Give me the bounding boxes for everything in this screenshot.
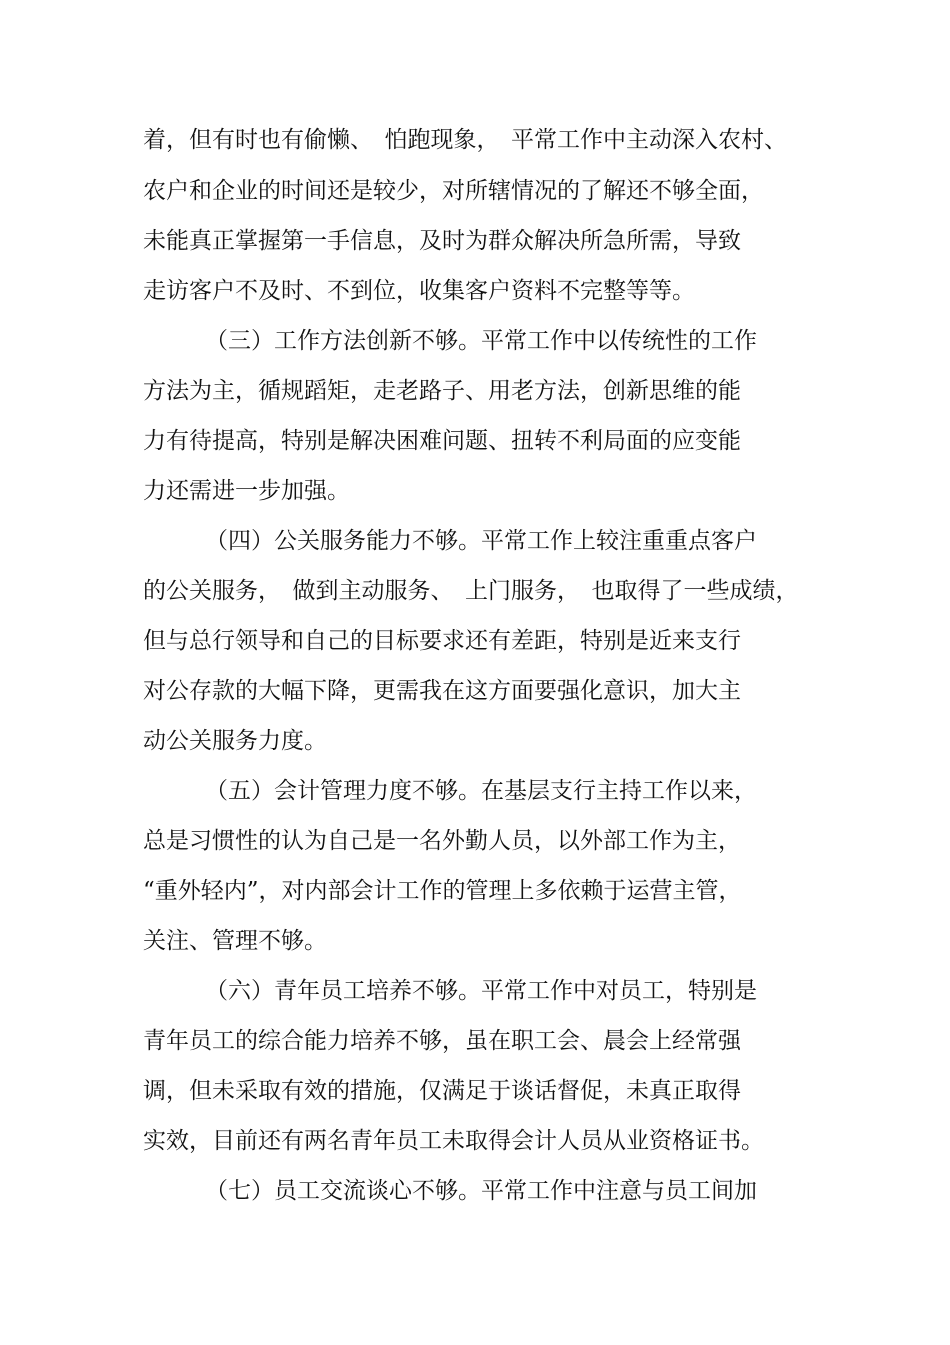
text-line: 力还需进一步加强。	[143, 478, 350, 504]
text-line: 青年员工的综合能力培养不够，虽在职工会、晨会上经常强	[143, 1028, 741, 1054]
text-line: 着，但有时也有偷懒、 怕跑现象， 平常工作中主动深入农村、	[143, 127, 787, 153]
text-line: 实效，目前还有两名青年员工未取得会计人员从业资格证书。	[143, 1128, 764, 1154]
text-line: 未能真正掌握第一手信息，及时为群众解决所急所需，导致	[143, 228, 741, 254]
text-line: 农户和企业的时间还是较少，对所辖情况的了解还不够全面，	[143, 178, 764, 204]
text-line: （四）公关服务能力不够。平常工作上较注重重点客户	[205, 528, 757, 554]
text-line: （六）青年员工培养不够。平常工作中对员工，特别是	[205, 978, 757, 1004]
text-line: （七）员工交流谈心不够。平常工作中注意与员工间加	[205, 1178, 757, 1204]
text-line: （三）工作方法创新不够。平常工作中以传统性的工作	[205, 328, 757, 354]
text-line: 的公关服务， 做到主动服务、 上门服务， 也取得了一些成绩，	[143, 578, 799, 604]
text-line: “重外轻内”，对内部会计工作的管理上多依赖于运营主管，	[143, 878, 742, 904]
text-line: 但与总行领导和自己的目标要求还有差距，特别是近来支行	[143, 628, 741, 654]
text-line: 动公关服务力度。	[143, 728, 327, 754]
text-line: 对公存款的大幅下降，更需我在这方面要强化意识，加大主	[143, 678, 741, 704]
text-line: 总是习惯性的认为自己是一名外勤人员，以外部工作为主，	[143, 828, 741, 854]
text-line: 关注、管理不够。	[143, 928, 327, 954]
text-line: （五）会计管理力度不够。在基层支行主持工作以来，	[205, 778, 757, 804]
text-line: 调，但未采取有效的措施，仅满足于谈话督促，未真正取得	[143, 1078, 741, 1104]
text-line: 力有待提高，特别是解决困难问题、扭转不利局面的应变能	[143, 428, 741, 454]
text-line: 方法为主，循规蹈矩，走老路子、用老方法，创新思维的能	[143, 378, 741, 404]
text-line: 走访客户不及时、不到位，收集客户资料不完整等等。	[143, 278, 695, 304]
